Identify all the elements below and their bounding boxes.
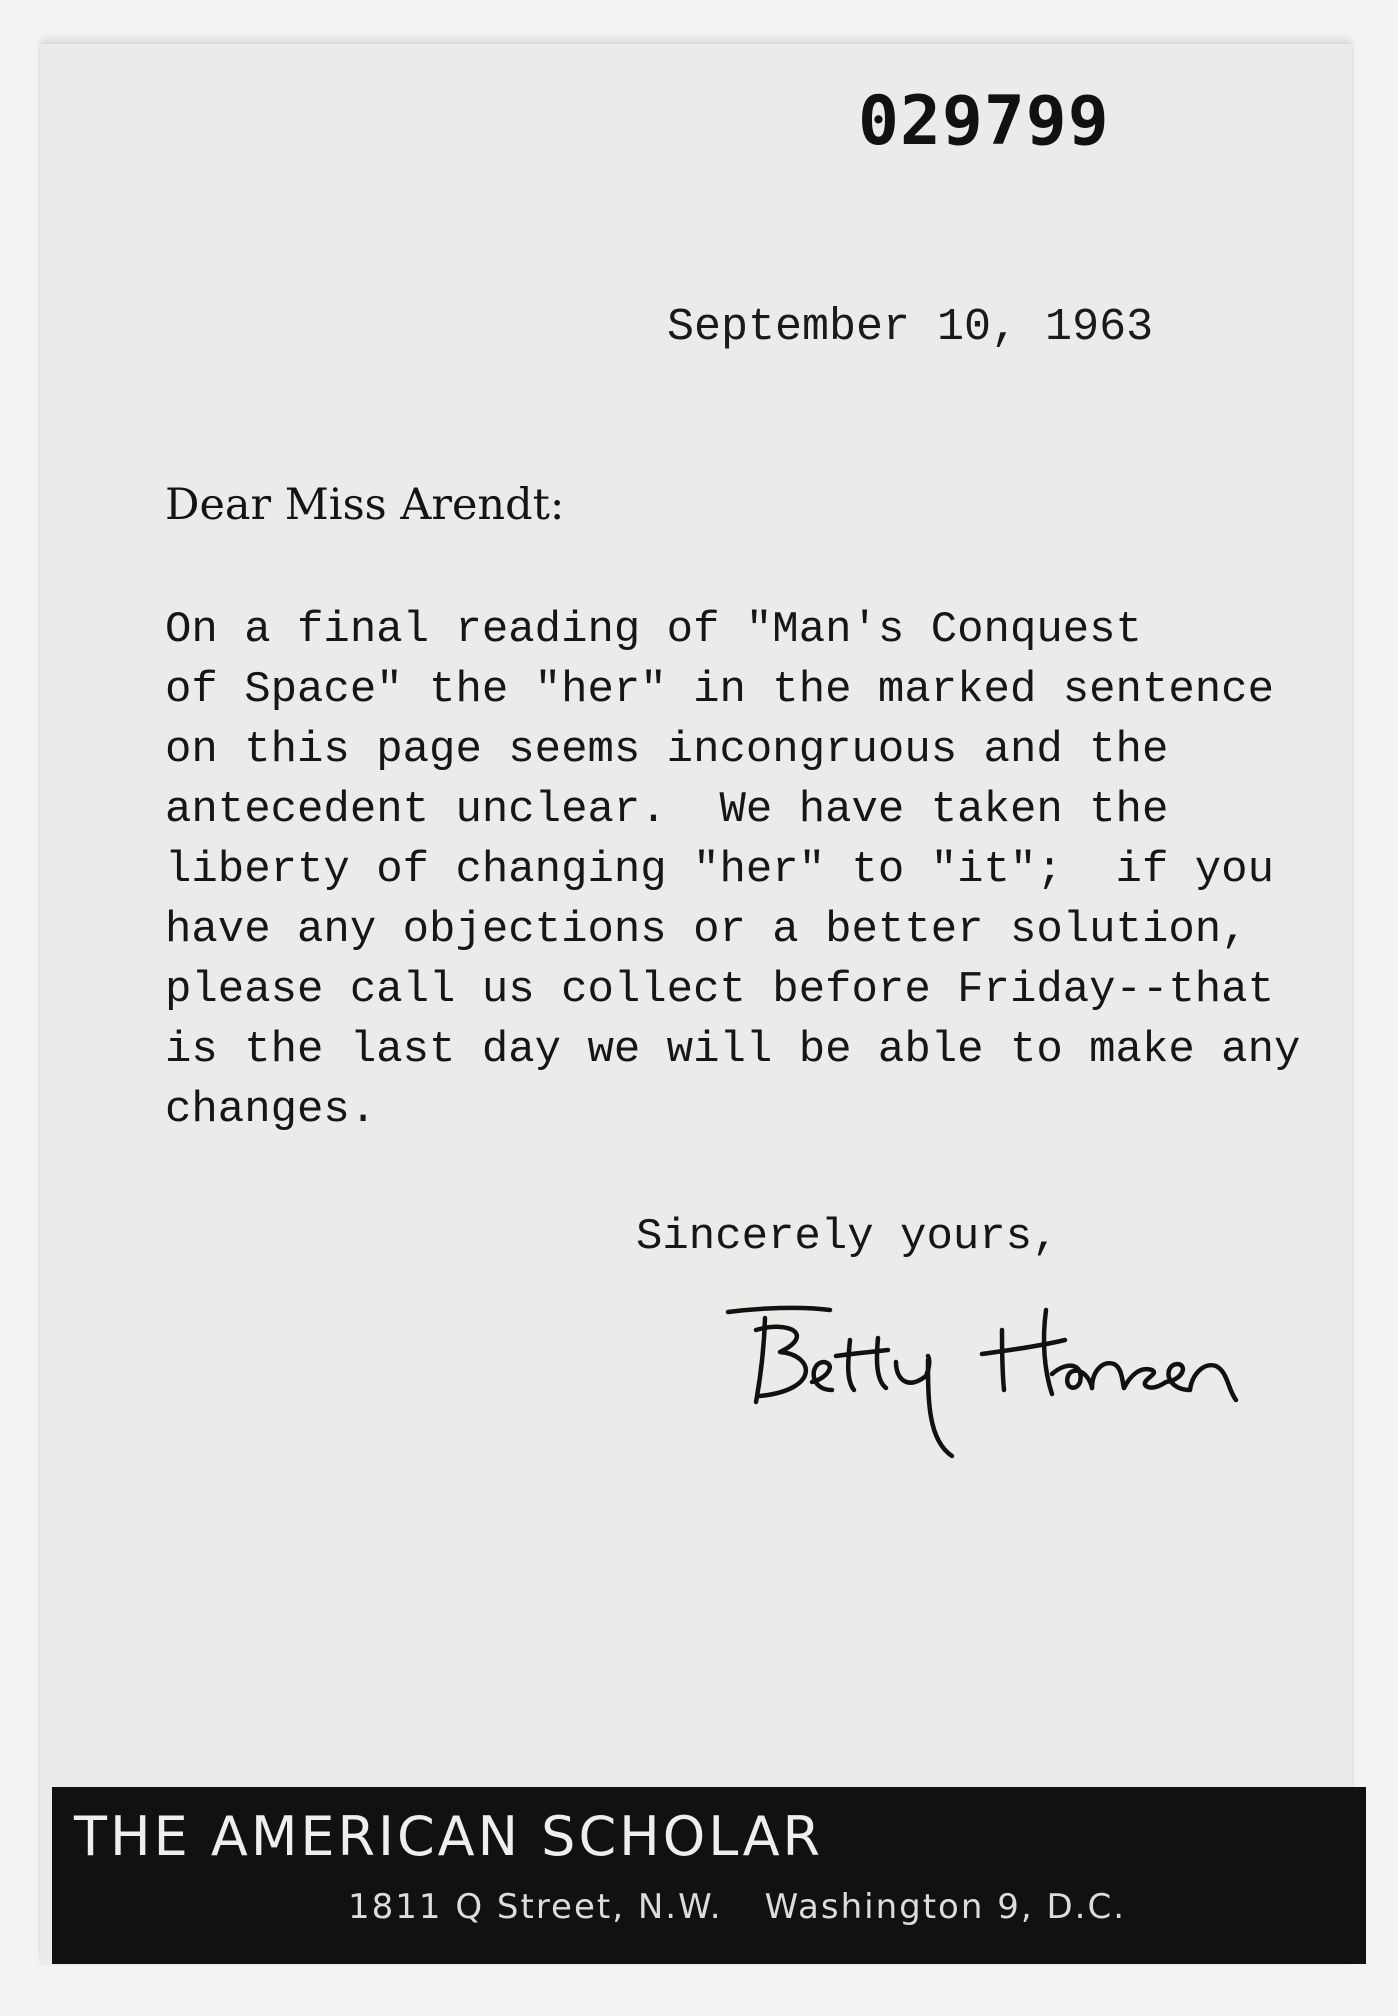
closing: Sincerely yours, bbox=[636, 1212, 1059, 1262]
letter-date: September 10, 1963 bbox=[667, 302, 1154, 353]
letterhead-banner bbox=[52, 1787, 1366, 1964]
body-line: have any objections or a better solution, bbox=[165, 905, 1248, 955]
publication-address bbox=[348, 1887, 1126, 1927]
document-number: 029799 bbox=[858, 82, 1110, 161]
body-line: please call us collect before Friday--that bbox=[165, 965, 1274, 1015]
body-line: liberty of changing "her" to "it"; if you bbox=[165, 845, 1274, 895]
body-line: changes. bbox=[165, 1085, 377, 1135]
body-line: of Space" the "her" in the marked sentence bbox=[165, 665, 1274, 715]
city-address: Washington 9, D.C. bbox=[764, 1887, 1126, 1927]
letter-body bbox=[165, 600, 1301, 1140]
street-address: 1811 Q Street, N.W. bbox=[348, 1887, 723, 1927]
body-line: antecedent unclear. We have taken the bbox=[165, 785, 1169, 835]
body-line: on this page seems incongruous and the bbox=[165, 725, 1169, 775]
body-line: On a final reading of "Man's Conquest bbox=[165, 605, 1142, 655]
salutation: Dear Miss Arendt: bbox=[165, 480, 565, 530]
body-line: is the last day we will be able to make any bbox=[165, 1025, 1301, 1075]
publication-name: THE AMERICAN SCHOLAR bbox=[74, 1805, 824, 1868]
handwritten-signature bbox=[720, 1290, 1280, 1470]
